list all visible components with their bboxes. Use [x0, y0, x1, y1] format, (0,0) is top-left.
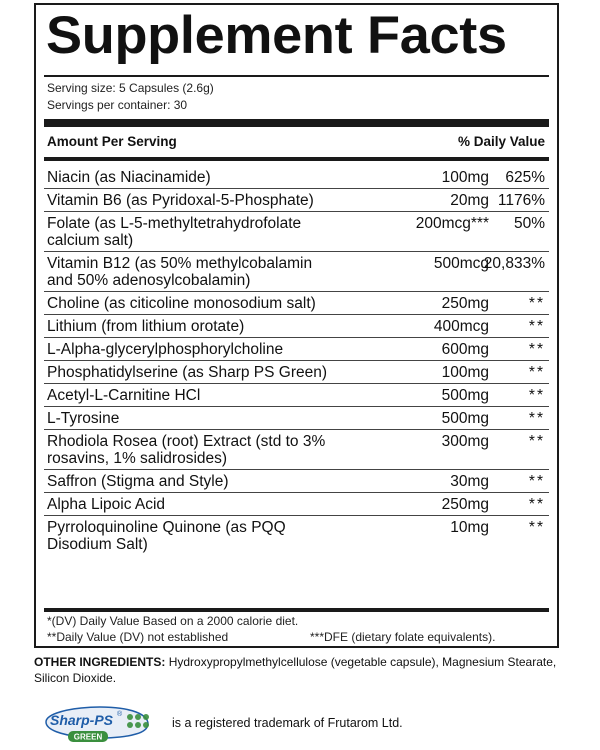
table-row [47, 255, 545, 289]
supplement-facts-panel [34, 3, 559, 648]
nutrient-daily-value: ** [528, 295, 545, 312]
row-divider [44, 360, 549, 361]
table-row [47, 473, 545, 490]
nutrient-daily-value: ** [528, 410, 545, 427]
header-rule [44, 157, 549, 161]
nutrient-daily-value: ** [528, 496, 545, 513]
nutrient-name [47, 364, 387, 381]
logo-reg-mark: ® [117, 711, 123, 718]
nutrient-amount: 20mg [450, 192, 489, 209]
nutrient-daily-value: ** [528, 364, 545, 381]
nutrient-amount: 300mg [441, 433, 489, 450]
table-row [47, 215, 545, 249]
footnote-dv-basis: *(DV) Daily Value Based on a 2000 calorie diet. [47, 614, 299, 628]
nutrient-name-line: Rhodiola Rosea (root) Extract (std to 3% [47, 433, 326, 450]
nutrient-amount: 250mg [441, 295, 489, 312]
thick-rule [44, 119, 549, 127]
nutrient-name-line: Vitamin B6 (as Pyridoxal-5-Phosphate) [47, 192, 314, 209]
table-row [47, 496, 545, 513]
nutrient-daily-value: ** [528, 387, 545, 404]
row-divider [44, 211, 549, 212]
nutrient-name-line: L-Tyrosine [47, 410, 120, 427]
nutrient-name-line: Lithium (from lithium orotate) [47, 318, 245, 335]
table-row [47, 192, 545, 209]
row-divider [44, 291, 549, 292]
nutrient-amount: 500mg [441, 387, 489, 404]
panel-title: Supplement Facts [46, 6, 507, 65]
nutrient-name [47, 318, 387, 335]
table-row [47, 387, 545, 404]
row-divider [44, 383, 549, 384]
nutrient-amount: 10mg [450, 519, 489, 536]
nutrient-amount: 500mg [441, 410, 489, 427]
nutrient-name-line: Niacin (as Niacinamide) [47, 169, 211, 186]
nutrient-daily-value: 50% [513, 215, 545, 232]
table-row [47, 433, 545, 467]
nutrient-name [47, 255, 387, 289]
nutrient-amount: 100mg [441, 169, 489, 186]
sharp-ps-green-logo [40, 700, 160, 744]
nutrient-daily-value: ** [528, 473, 545, 490]
row-divider [44, 515, 549, 516]
nutrient-amount: 100mg [441, 364, 489, 381]
nutrient-daily-value: 625% [505, 169, 545, 186]
nutrient-daily-value: ** [528, 519, 545, 536]
nutrient-amount: 600mg [441, 341, 489, 358]
footnote-dfe: ***DFE (dietary folate equivalents). [310, 630, 496, 644]
nutrient-name-line: Phosphatidylserine (as Sharp PS Green) [47, 364, 328, 381]
row-divider [44, 314, 549, 315]
title-rule [44, 75, 549, 77]
row-divider [44, 492, 549, 493]
nutrient-daily-value: ** [528, 318, 545, 335]
nutrient-name [47, 433, 387, 467]
nutrient-name-line: Disodium Salt) [47, 536, 148, 553]
other-ingredients [34, 654, 569, 686]
servings-per-container: Servings per container: 30 [47, 98, 188, 112]
table-row [47, 364, 545, 381]
table-row [47, 318, 545, 335]
nutrient-name-line: Choline (as citicoline monosodium salt) [47, 295, 316, 312]
trademark-text: is a registered trademark of Frutarom Ltd. [172, 716, 403, 730]
table-row [47, 295, 545, 312]
nutrient-name-line: calcium salt) [47, 232, 134, 249]
nutrient-name-line: and 50% adenosylcobalamin) [47, 272, 251, 289]
row-divider [44, 188, 549, 189]
amount-per-serving-header: Amount Per Serving [47, 134, 177, 149]
nutrient-amount: 200mcg*** [415, 215, 489, 232]
nutrient-amount: 500mcg [433, 255, 489, 272]
nutrient-amount: 250mg [441, 496, 489, 513]
row-divider [44, 469, 549, 470]
nutrient-name [47, 295, 387, 312]
nutrient-name-line: rosavins, 1% salidrosides) [47, 450, 228, 467]
nutrient-daily-value: ** [528, 341, 545, 358]
nutrient-name [47, 387, 387, 404]
nutrient-name [47, 496, 387, 513]
row-divider [44, 429, 549, 430]
nutrient-daily-value: 1176% [497, 192, 545, 209]
table-row [47, 519, 545, 553]
nutrient-name [47, 169, 387, 186]
other-ingredients-label: OTHER INGREDIENTS: [34, 655, 166, 669]
nutrient-name [47, 341, 387, 358]
footer-rule [44, 608, 549, 612]
sharp-ps-logo-icon [40, 700, 160, 744]
nutrient-name-line: Acetyl-L-Carnitine HCl [47, 387, 201, 404]
nutrient-name [47, 192, 387, 209]
nutrient-name-line: Pyrroloquinoline Quinone (as PQQ [47, 519, 286, 536]
nutrient-name [47, 215, 387, 249]
nutrient-name-line: Alpha Lipoic Acid [47, 496, 166, 513]
footnote-not-established: **Daily Value (DV) not established [47, 630, 229, 644]
table-row [47, 341, 545, 358]
nutrient-name [47, 519, 387, 553]
nutrient-name-line: Folate (as L-5-methyltetrahydrofolate [47, 215, 302, 232]
nutrient-name-line: Vitamin B12 (as 50% methylcobalamin [47, 255, 313, 272]
row-divider [44, 406, 549, 407]
daily-value-header: % Daily Value [457, 134, 545, 149]
row-divider [44, 251, 549, 252]
nutrient-amount: 400mcg [433, 318, 489, 335]
nutrient-amount: 30mg [450, 473, 489, 490]
nutrient-daily-value: 20,833% [483, 255, 545, 272]
serving-size: Serving size: 5 Capsules (2.6g) [47, 81, 214, 95]
nutrient-name [47, 473, 387, 490]
other-ingredients-text: Hydroxypropylmethylcellulose (vegetable capsule), Magnesium Stearate, Silicon Dioxide. [34, 655, 557, 685]
nutrient-daily-value: ** [528, 433, 545, 450]
table-row [47, 410, 545, 427]
logo-sub-text: GREEN [73, 732, 103, 742]
nutrient-name [47, 410, 387, 427]
row-divider [44, 337, 549, 338]
logo-brand-text: Sharp-PS [50, 712, 114, 728]
table-row [47, 169, 545, 186]
nutrient-name-line: L-Alpha-glycerylphosphorylcholine [47, 341, 284, 358]
nutrient-name-line: Saffron (Stigma and Style) [47, 473, 229, 490]
